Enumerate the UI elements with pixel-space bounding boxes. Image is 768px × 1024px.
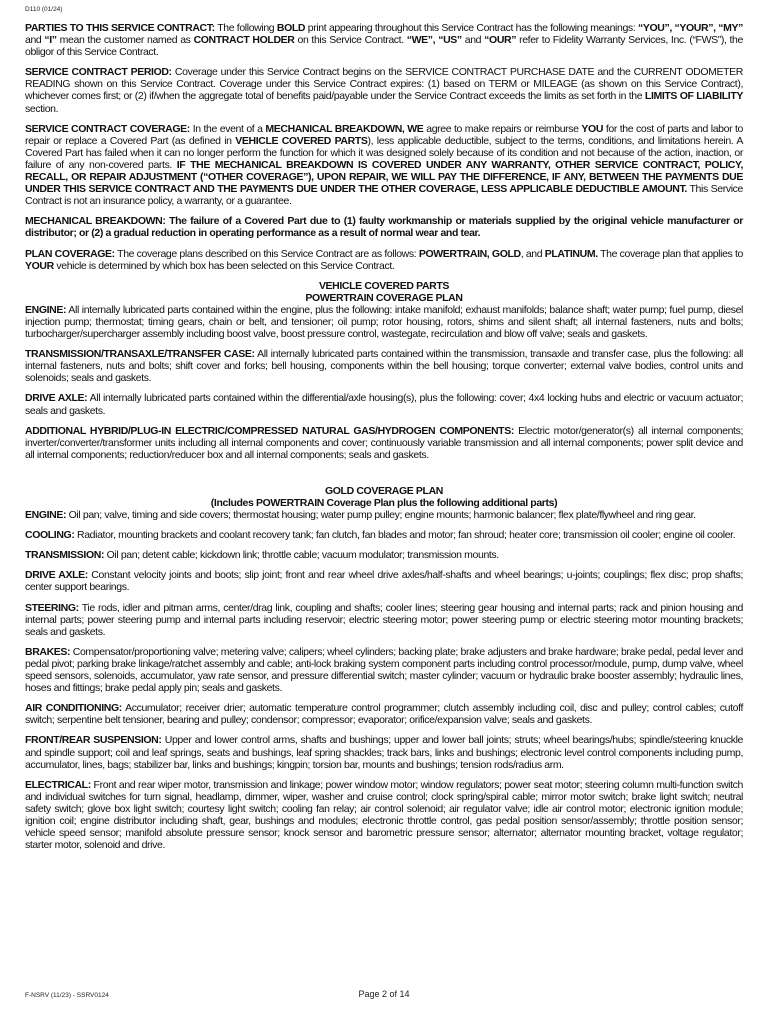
gold-item-label: ENGINE:: [25, 509, 67, 522]
gold-item: [25, 602, 743, 638]
gold-item-text: Accumulator; receiver drier; automatic temperature control programmer; clutch assembly including coil, disc and pulley; control cables; cutoff switch; serpentine belt tensioner, bearing and pulley; condensor; compressor; evaporator; orifice/expansion valve; seals and gaskets.: [25, 702, 743, 727]
powertrain-item-text: All internally lubricated parts contained within the engine, plus the following: intake manifold; exhaust manifolds; balance shaft; water pump; fuel pump, diesel injection pump; thermostat; timing gears, chain or belt, and tensioner; oil pump; rotor housing, rotors, shims and silent shaft; all internal fasteners, nuts and bolts; turbocharger/supercharger assembly including boost valve, boost pressure control, wastegate, recirculation and blow off valve; seals and gaskets.: [25, 303, 743, 341]
coverage-paragraph: SERVICE CONTRACT COVERAGE: In the event of a MECHANICAL BREAKDOWN, WE agree to make repairs or reimburse YOU for the cost of parts and labor to repair or replace a Covered Part (as defined in VEHICLE COVERED PARTS), less applicable deductible, subject to the terms, conditions, and limitations herein. A Covered Part has failed when it can no longer perform the function for which it was designed solely because of its condition and not because of the action, inaction, or failure of any non-covered parts. IF THE MECHANICAL BREAKDOWN IS COVERED UNDER ANY WARRANTY, OTHER SERVICE CONTRACT, POLICY, RECALL, OR REPAIR ADJUSTMENT (“OTHER COVERAGE”), UPON REPAIR, WE WILL PAY THE DIFFERENCE, IF ANY, BETWEEN THE PAYMENTS DUE UNDER THIS SERVICE CONTRACT AND THE PAYMENTS DUE UNDER THE OTHER COVERAGE, LESS APPLICABLE DEDUCTIBLE AMOUNT. This Service Contract is not an insurance policy, a warranty, or a guarantee.: [25, 122, 744, 208]
gold-item-label: COOLING:: [25, 529, 75, 542]
gold-item-text: Radiator, mounting brackets and coolant recovery tank; fan clutch, fan blades and motor; fan shroud; heater core; transmission oil cooler; engine oil cooler.: [74, 529, 736, 542]
gold-item: [25, 734, 743, 770]
gold-item: [25, 779, 743, 852]
gold-item-text: Upper and lower control arms, shafts and bushings; upper and lower ball joints; struts; wheel bearings/hubs; spindle/steering knuckle and spindle support; coil and leaf springs, seats and bushings, leaf spring shackles; track bars, links and bushings; electronic level control components including pump, accumulator, lines, bags; stabilizer bar, links and bushings; kingpin; torsion bar, mounts and bushings; tension rods/radius arm.: [25, 734, 743, 771]
mechanical-heading: MECHANICAL BREAKDOWN:: [25, 215, 166, 228]
page-number: Page 2 of 14: [358, 989, 410, 999]
gold-item-text: Front and rear wiper motor, transmission and linkage; power window motor; window regulators; power seat motor; steering column multi-function switch and individual switches for turn signal, headlamp, dimmer, wiper, washer and cruise control; clock spring/spiral cable; mirror motor switch; brake light switch; neutral safety switch; glove box light switch; courtesy light switch; cooling fan relay; air control solenoid; air regulator valve; idle air control motor; electronic ignition module; ignition coil; engine distributor including shaft, gear, bushings and modules; electronic throttle control, gas pedal position sensor/assembly; throttle position sensor; vehicle speed sensor; manifold absolute pressure sensor; knock sensor and barometric pressure sensor; alternator; alternator mounting bracket, voltage regulator; starter motor, solenoid and drive.: [25, 778, 743, 852]
gold-plan-subtitle: (Includes POWERTRAIN Coverage Plan plus the following additional parts): [210, 497, 558, 509]
powertrain-item-label: DRIVE AXLE:: [25, 392, 88, 405]
gold-item-text: Tie rods, idler and pitman arms, center/drag link, coupling and shafts; cooler lines; steering gear housing and internal parts; rack and pinion housing and internal parts; power steering pump and internal parts including reservoir; electric steering motor; power steering pump or electric steering motor mounting brackets; seals and gaskets.: [25, 601, 743, 638]
gold-item: [25, 549, 743, 561]
gold-item: [25, 509, 743, 521]
plan-coverage-paragraph: PLAN COVERAGE: The coverage plans described on this Service Contract are as follows: POWERTRAIN, GOLD, and PLATINUM. The coverage plan that applies to YOUR vehicle is determined by which box has been selected on this Service Contract.: [25, 247, 743, 272]
gold-item: [25, 529, 743, 541]
powertrain-item-label: ENGINE:: [25, 303, 67, 316]
gold-item: [25, 646, 743, 694]
gold-item-label: AIR CONDITIONING:: [25, 702, 122, 715]
parties-heading: PARTIES TO THIS SERVICE CONTRACT:: [25, 22, 215, 34]
gold-item-label: ELECTRICAL:: [25, 778, 91, 791]
powertrain-plan-title: POWERTRAIN COVERAGE PLAN: [305, 291, 463, 304]
gold-plan-title: GOLD COVERAGE PLAN: [324, 484, 443, 497]
plan-heading: PLAN COVERAGE:: [25, 247, 115, 260]
powertrain-item-label: TRANSMISSION/TRANSAXLE/TRANSFER CASE:: [25, 348, 255, 361]
gold-item-label: BRAKES:: [25, 645, 71, 658]
powertrain-items: [25, 304, 743, 461]
powertrain-item: [25, 348, 743, 384]
vehicle-covered-parts-title: VEHICLE COVERED PARTS: [318, 279, 450, 292]
coverage-heading: SERVICE CONTRACT COVERAGE:: [25, 122, 190, 135]
gold-item-label: STEERING:: [25, 601, 79, 614]
parties-paragraph: PARTIES TO THIS SERVICE CONTRACT: The following BOLD print appearing throughout this Service Contract has the following meanings: “YOU”, “YOUR”, “MY” and “I” mean the customer named as CONTRACT HOLDER on this Service Contract. “WE”, “US” and “OUR” refer to Fidelity Warranty Services, Inc. (“FWS”), the obligor of this Service Contract.: [25, 22, 743, 59]
gold-item-text: Constant velocity joints and boots; slip joint; front and rear wheel drive axles/half-shafts and wheel bearings; u-joints; couplings; flex disc; prop shafts; center support bearings.: [25, 569, 743, 594]
powertrain-item: [25, 392, 743, 416]
gold-item-label: TRANSMISSION:: [25, 549, 105, 562]
gold-item-label: DRIVE AXLE:: [25, 569, 88, 582]
gold-item: [25, 569, 743, 593]
gold-item-text: Compensator/proportioning valve; metering valve; calipers; wheel cylinders; backing plate; brake adjusters and brake hardware; brake pedal, pedal lever and pedal pivot; parking brake linkage/ratchet assembly and cable; anti-lock braking system component parts including control processor/module, pump, dump valve, wheel speed sensors, solenoids, accumulator, yaw rate sensor, and pressure differential switch; master cylinder; vacuum or hydraulic brake booster assembly; hydraulic lines, hoses and fittings; brake pedal apply pin; seals and gaskets.: [25, 645, 743, 695]
mechanical-breakdown-paragraph: MECHANICAL BREAKDOWN: The failure of a Covered Part due to (1) faulty workmanship or materials supplied by the original vehicle manufacturer or distributor; or (2) a gradual reduction in operating performance as a result of normal wear and tear.: [25, 215, 743, 240]
powertrain-item: [25, 304, 743, 340]
powertrain-item-text: All internally lubricated parts contained within the transmission, transaxle and transfer case, plus the following: all internal fasteners, nuts and bolts; shift cover and forks; bell housing, components within the bell housing; torque converter; external valve bodies, control units and solenoids; seals and gaskets.: [25, 348, 743, 385]
form-code-header: D110 (01/24): [25, 6, 63, 13]
period-paragraph: SERVICE CONTRACT PERIOD: Coverage under this Service Contract begins on the SERVICE CONTRACT PURCHASE DATE and the CURRENT ODOMETER READING shown on this Service Contract. Coverage under this Service Contract expires: (1) based on TERM or MILEAGE (as shown on this Service Contract), whichever comes first; or (2) if/when the aggregate total of benefits paid/payable under the Service Contract exceeds the limits as set forth in the LIMITS OF LIABILITY section.: [25, 66, 743, 115]
powertrain-item: [25, 425, 743, 461]
gold-item-text: Oil pan; valve, timing and side covers; thermostat housing; water pump pulley; engine mounts; harmonic balancer; flex plate/flywheel and ring gear.: [66, 509, 696, 522]
period-heading: SERVICE CONTRACT PERIOD:: [25, 66, 172, 79]
powertrain-item-label: ADDITIONAL HYBRID/PLUG-IN ELECTRIC/COMPRESSED NATURAL GAS/HYDROGEN COMPONENTS:: [25, 424, 514, 437]
document-body: [25, 22, 743, 859]
gold-item: [25, 702, 743, 726]
powertrain-item-text: All internally lubricated parts contained within the differential/axle housing(s), plus the following: cover; 4x4 locking hubs and electric or vacuum actuator; seals and gaskets.: [25, 392, 743, 417]
form-code-footer: F-NSRV (11/23) - SSRV0124: [25, 992, 109, 999]
gold-item-text: Oil pan; detent cable; kickdown link; throttle cable; vacuum modulator; transmission mounts.: [104, 549, 499, 562]
gold-item-label: FRONT/REAR SUSPENSION:: [25, 734, 162, 747]
powertrain-item-text: Electric motor/generator(s) all internal components; inverter/converter/transformer units including all internal components and cover; continuously variable transmission and all internal components; power split device and all internal components; reduction/reducer box and all internal components; seals and gaskets.: [25, 424, 743, 461]
gold-items: [25, 509, 743, 851]
